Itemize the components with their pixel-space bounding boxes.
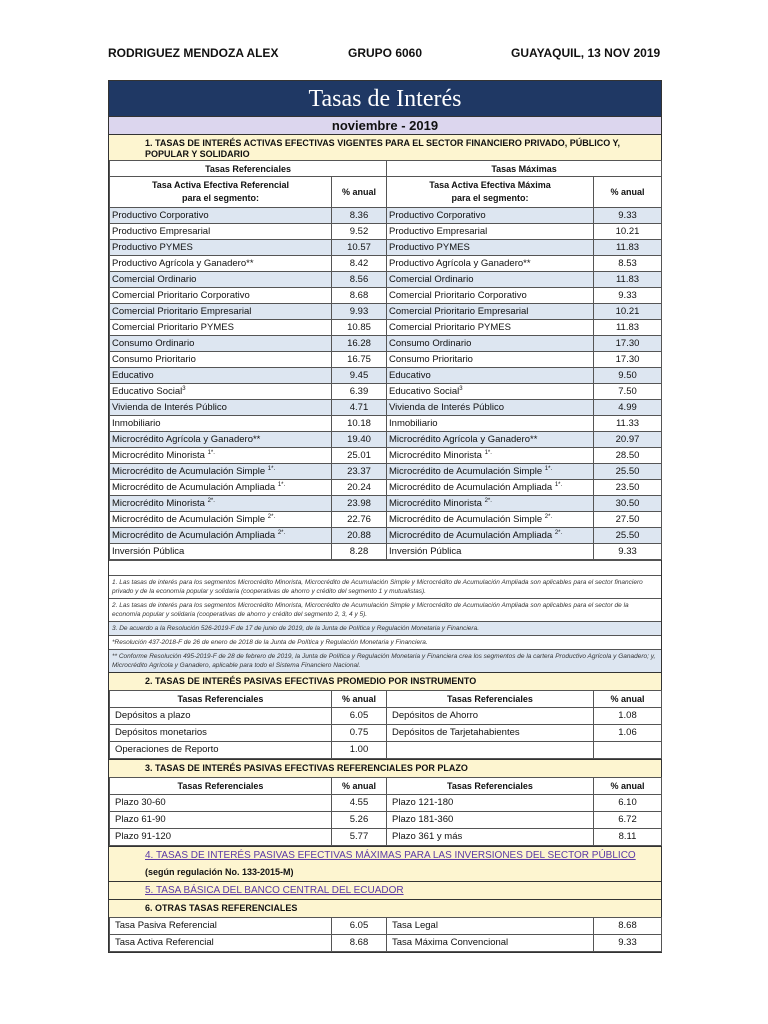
segment-label: Vivienda de Interés Público bbox=[389, 401, 504, 413]
spacer bbox=[109, 560, 661, 575]
passive-instrument-table bbox=[109, 690, 662, 759]
rate-left-value: 6.05 bbox=[332, 918, 387, 935]
max-rate-value: 10.21 bbox=[594, 224, 662, 240]
max-segment-name bbox=[387, 464, 594, 480]
max-rate-value: 11.83 bbox=[594, 272, 662, 288]
active-rate-row bbox=[110, 528, 662, 544]
max-segment-name bbox=[387, 288, 594, 304]
ref-segment-name bbox=[110, 512, 332, 528]
rate-right-name: Plazo 121-180 bbox=[387, 795, 594, 812]
segment-label: Productivo PYMES bbox=[112, 241, 193, 253]
segment-label: Productivo Empresarial bbox=[389, 225, 488, 237]
segment-note-marker: 1*. bbox=[277, 481, 286, 488]
ref-segment-name bbox=[110, 256, 332, 272]
max-segment-name bbox=[387, 336, 594, 352]
segment-label: Educativo Social bbox=[389, 385, 460, 397]
ref-rate-value: 23.37 bbox=[332, 464, 387, 480]
max-segment-name bbox=[387, 384, 594, 400]
max-rate-value: 25.50 bbox=[594, 528, 662, 544]
ref-segment-name bbox=[110, 416, 332, 432]
active-rates-table bbox=[109, 160, 662, 560]
author-name: RODRIGUEZ MENDOZA ALEX bbox=[108, 46, 279, 60]
max-rate-value: 17.30 bbox=[594, 352, 662, 368]
rate-right-value: 1.08 bbox=[594, 708, 662, 725]
segment-label: Microcrédito de Acumulación Ampliada bbox=[389, 529, 555, 541]
place-date: GUAYAQUIL, 13 NOV 2019 bbox=[511, 46, 661, 60]
segment-note-marker: 1*. bbox=[207, 449, 215, 456]
other-rates-body bbox=[110, 918, 662, 952]
active-rate-row bbox=[110, 512, 662, 528]
active-rate-row bbox=[110, 224, 662, 240]
section-4-title[interactable] bbox=[109, 846, 661, 864]
ref-segment-name bbox=[110, 224, 332, 240]
active-rate-row bbox=[110, 496, 662, 512]
active-rate-row bbox=[110, 416, 662, 432]
segment-note-marker: 1*. bbox=[267, 465, 276, 472]
segment-note-marker: 3 bbox=[182, 385, 186, 392]
active-rate-row bbox=[110, 432, 662, 448]
ref-rate-value: 8.68 bbox=[332, 288, 387, 304]
max-segment-name bbox=[387, 208, 594, 224]
ref-rate-value: 8.36 bbox=[332, 208, 387, 224]
left-segment-header bbox=[110, 177, 332, 208]
footnote-2: 2. Las tasas de interés para los segmentos Microcrédito Minorista, Microcrédito de Acumulación Simple y Microcrédito de Acumulación Ampliada son aplicables para el sector de la economía popular y solidaria (cooperativas de ahorro y crédito del segmento 2, 3, 4 y 5). bbox=[109, 598, 661, 621]
max-rate-value: 10.21 bbox=[594, 304, 662, 320]
rate-right-value: 8.11 bbox=[594, 829, 662, 846]
section-5-link[interactable]: 5. TASA BÁSICA DEL BANCO CENTRAL DEL ECUADOR bbox=[145, 885, 404, 896]
segment-label: Inversión Pública bbox=[389, 545, 462, 557]
max-segment-name bbox=[387, 544, 594, 560]
segment-label: Microcrédito de Acumulación Ampliada bbox=[112, 481, 278, 493]
max-rate-value: 8.53 bbox=[594, 256, 662, 272]
segment-label: Consumo Ordinario bbox=[389, 337, 472, 349]
ref-rate-value: 19.40 bbox=[332, 432, 387, 448]
rate-left-name: Plazo 30-60 bbox=[110, 795, 332, 812]
max-rate-value: 27.50 bbox=[594, 512, 662, 528]
active-rate-row bbox=[110, 384, 662, 400]
segment-label: Educativo bbox=[112, 369, 154, 381]
ref-rate-value: 23.98 bbox=[332, 496, 387, 512]
right-segment-header-line1: Tasa Activa Efectiva Máxima bbox=[429, 180, 551, 190]
s3-right-header: Tasas Referenciales bbox=[387, 778, 594, 795]
rate-row bbox=[110, 812, 662, 829]
segment-label: Comercial Prioritario PYMES bbox=[389, 321, 511, 333]
rate-row bbox=[110, 725, 662, 742]
ref-segment-name bbox=[110, 320, 332, 336]
segment-label: Consumo Prioritario bbox=[112, 353, 196, 365]
passive-instrument-body bbox=[110, 708, 662, 759]
max-segment-name bbox=[387, 224, 594, 240]
segment-note-marker: 1*. bbox=[484, 449, 492, 456]
active-rates-body bbox=[110, 208, 662, 560]
max-rate-value: 28.50 bbox=[594, 448, 662, 464]
max-segment-name bbox=[387, 400, 594, 416]
max-rate-value: 4.99 bbox=[594, 400, 662, 416]
rate-row bbox=[110, 829, 662, 846]
ref-rate-value: 6.39 bbox=[332, 384, 387, 400]
rate-left-value: 5.77 bbox=[332, 829, 387, 846]
rate-right-value: 6.10 bbox=[594, 795, 662, 812]
s3-left-pct: % anual bbox=[332, 778, 387, 795]
rate-right-value: 1.06 bbox=[594, 725, 662, 742]
section-4-link[interactable]: 4. TASAS DE INTERÉS PASIVAS EFECTIVAS MÁXIMAS PARA LAS INVERSIONES DEL SECTOR PÚBLICO bbox=[145, 850, 636, 861]
passive-term-body bbox=[110, 795, 662, 846]
rate-row bbox=[110, 742, 662, 759]
segment-label: Inmobiliario bbox=[112, 417, 161, 429]
rate-left-name: Plazo 61-90 bbox=[110, 812, 332, 829]
ref-rate-value: 9.93 bbox=[332, 304, 387, 320]
segment-label: Microcrédito de Acumulación Simple bbox=[389, 513, 545, 525]
rate-row bbox=[110, 918, 662, 935]
passive-term-table bbox=[109, 777, 662, 846]
ref-rate-value: 25.01 bbox=[332, 448, 387, 464]
footnote-4: *Resolución 437-2018-F de 26 de enero de 2018 de la Junta de Política y Regulación Monetaria y Financiera. bbox=[109, 635, 661, 649]
segment-label: Inversión Pública bbox=[112, 545, 185, 557]
segment-label: Productivo Agrícola y Ganadero** bbox=[112, 257, 254, 269]
rate-right-name: Plazo 181-360 bbox=[387, 812, 594, 829]
max-segment-name bbox=[387, 240, 594, 256]
segment-note-marker: 2*. bbox=[277, 529, 286, 536]
active-rate-row bbox=[110, 288, 662, 304]
footnote-1: 1. Las tasas de interés para los segmentos Microcrédito Minorista, Microcrédito de Acumulación Simple y Microcrédito de Acumulación Ampliada son aplicables para el sector financiero privado y de la economía popular y solidaria (cooperativas de ahorro y crédito del segmento 1 y mutualistas). bbox=[109, 575, 661, 598]
rate-left-value: 5.26 bbox=[332, 812, 387, 829]
section-4-subtitle: (según regulación No. 133-2015-M) bbox=[109, 864, 661, 881]
max-rate-value: 11.83 bbox=[594, 320, 662, 336]
active-rate-row bbox=[110, 480, 662, 496]
max-segment-name bbox=[387, 368, 594, 384]
active-rate-row bbox=[110, 320, 662, 336]
active-rate-row bbox=[110, 352, 662, 368]
max-segment-name bbox=[387, 528, 594, 544]
ref-segment-name bbox=[110, 240, 332, 256]
rate-right-name bbox=[387, 742, 594, 759]
active-rate-row bbox=[110, 400, 662, 416]
segment-label: Comercial Prioritario Empresarial bbox=[112, 305, 252, 317]
right-segment-header bbox=[387, 177, 594, 208]
ref-segment-name bbox=[110, 304, 332, 320]
ref-rate-value: 9.45 bbox=[332, 368, 387, 384]
max-segment-name bbox=[387, 272, 594, 288]
segment-note-marker: 3 bbox=[459, 385, 463, 392]
segment-label: Consumo Ordinario bbox=[112, 337, 195, 349]
footnotes bbox=[109, 575, 661, 672]
active-rate-row bbox=[110, 208, 662, 224]
rate-left-name: Tasa Pasiva Referencial bbox=[110, 918, 332, 935]
segment-label: Microcrédito de Acumulación Simple bbox=[389, 465, 545, 477]
max-rate-value: 9.33 bbox=[594, 544, 662, 560]
segment-label: Vivienda de Interés Público bbox=[112, 401, 227, 413]
rate-left-value: 4.55 bbox=[332, 795, 387, 812]
group-label: GRUPO 6060 bbox=[348, 46, 423, 60]
ref-segment-name bbox=[110, 384, 332, 400]
ref-rate-value: 9.52 bbox=[332, 224, 387, 240]
max-segment-name bbox=[387, 416, 594, 432]
rate-right-value: 9.33 bbox=[594, 935, 662, 952]
segment-label: Microcrédito Minorista bbox=[112, 449, 208, 461]
max-segment-name bbox=[387, 320, 594, 336]
segment-note-marker: 2*. bbox=[544, 513, 553, 520]
ref-rate-value: 20.88 bbox=[332, 528, 387, 544]
left-group-header: Tasas Referenciales bbox=[110, 161, 387, 177]
s2-right-header: Tasas Referenciales bbox=[387, 691, 594, 708]
rate-left-name: Depósitos a plazo bbox=[110, 708, 332, 725]
segment-label: Microcrédito de Acumulación Simple bbox=[112, 465, 268, 477]
s2-right-pct: % anual bbox=[594, 691, 662, 708]
rate-row bbox=[110, 795, 662, 812]
segment-label: Microcrédito Minorista bbox=[389, 497, 485, 509]
max-rate-value: 25.50 bbox=[594, 464, 662, 480]
ref-segment-name bbox=[110, 464, 332, 480]
rate-left-value: 1.00 bbox=[332, 742, 387, 759]
section-2-title: 2. TASAS DE INTERÉS PASIVAS EFECTIVAS PROMEDIO POR INSTRUMENTO bbox=[109, 672, 661, 690]
interest-rates-sheet bbox=[108, 80, 662, 953]
ref-segment-name bbox=[110, 288, 332, 304]
left-segment-header-line2: para el segmento: bbox=[181, 193, 260, 203]
segment-label: Productivo PYMES bbox=[389, 241, 470, 253]
segment-label: Microcrédito Minorista bbox=[112, 497, 208, 509]
rate-right-value: 6.72 bbox=[594, 812, 662, 829]
ref-segment-name bbox=[110, 544, 332, 560]
left-pct-header: % anual bbox=[332, 177, 387, 208]
segment-label: Comercial Prioritario Corporativo bbox=[389, 289, 527, 301]
rate-row bbox=[110, 935, 662, 952]
segment-label: Educativo bbox=[389, 369, 431, 381]
sheet-month: noviembre - 2019 bbox=[109, 116, 661, 134]
segment-label: Inmobiliario bbox=[389, 417, 438, 429]
sheet-title: Tasas de Interés bbox=[109, 81, 661, 116]
ref-segment-name bbox=[110, 496, 332, 512]
ref-rate-value: 10.57 bbox=[332, 240, 387, 256]
active-rate-row bbox=[110, 336, 662, 352]
rate-left-value: 0.75 bbox=[332, 725, 387, 742]
ref-rate-value: 16.28 bbox=[332, 336, 387, 352]
segment-label: Comercial Prioritario Corporativo bbox=[112, 289, 250, 301]
max-rate-value: 23.50 bbox=[594, 480, 662, 496]
max-rate-value: 11.83 bbox=[594, 240, 662, 256]
max-rate-value: 9.33 bbox=[594, 288, 662, 304]
max-rate-value: 7.50 bbox=[594, 384, 662, 400]
segment-label: Microcrédito Minorista bbox=[389, 449, 485, 461]
segment-label: Productivo Empresarial bbox=[112, 225, 211, 237]
segment-label: Comercial Prioritario PYMES bbox=[112, 321, 234, 333]
max-rate-value: 9.50 bbox=[594, 368, 662, 384]
ref-segment-name bbox=[110, 400, 332, 416]
ref-rate-value: 10.18 bbox=[332, 416, 387, 432]
rate-left-name: Depósitos monetarios bbox=[110, 725, 332, 742]
s3-right-pct: % anual bbox=[594, 778, 662, 795]
ref-segment-name bbox=[110, 448, 332, 464]
segment-label: Productivo Agrícola y Ganadero** bbox=[389, 257, 531, 269]
footnote-3: 3. De acuerdo a la Resolución 526-2019-F de 17 de junio de 2019, de la Junta de Política y Regulación Monetaria y Financiera. bbox=[109, 621, 661, 635]
other-rates-table bbox=[109, 917, 662, 952]
max-rate-value: 11.33 bbox=[594, 416, 662, 432]
rate-right-name: Depósitos de Tarjetahabientes bbox=[387, 725, 594, 742]
segment-label: Productivo Corporativo bbox=[389, 209, 486, 221]
active-rate-row bbox=[110, 368, 662, 384]
segment-label: Microcrédito de Acumulación Ampliada bbox=[389, 481, 555, 493]
right-group-header: Tasas Máximas bbox=[387, 161, 662, 177]
ref-segment-name bbox=[110, 272, 332, 288]
s3-left-header: Tasas Referenciales bbox=[110, 778, 332, 795]
max-segment-name bbox=[387, 448, 594, 464]
footnote-5: ** Conforme Resolución 495-2019-F de 28 de febrero de 2019, la Junta de Política y Regulación Monetaria y Financiera crea los segmentos de la cartera Productivo Agrícola y Ganadero; y, Microcrédito Agrícola y Ganadero, aplicable para todo el Sistema Financiero Nacional. bbox=[109, 649, 661, 672]
segment-label: Microcrédito de Acumulación Simple bbox=[112, 513, 268, 525]
ref-rate-value: 4.71 bbox=[332, 400, 387, 416]
segment-label: Productivo Corporativo bbox=[112, 209, 209, 221]
segment-note-marker: 2*. bbox=[484, 497, 492, 504]
ref-rate-value: 16.75 bbox=[332, 352, 387, 368]
section-5-title[interactable] bbox=[109, 881, 661, 899]
active-rate-row bbox=[110, 544, 662, 560]
rate-right-name: Tasa Legal bbox=[387, 918, 594, 935]
ref-rate-value: 22.76 bbox=[332, 512, 387, 528]
right-segment-header-line2: para el segmento: bbox=[451, 193, 529, 203]
rate-left-value: 6.05 bbox=[332, 708, 387, 725]
segment-note-marker: 2*. bbox=[554, 529, 563, 536]
section-3-title: 3. TASAS DE INTERÉS PASIVAS EFECTIVAS REFERENCIALES POR PLAZO bbox=[109, 759, 661, 777]
segment-label: Microcrédito Agrícola y Ganadero** bbox=[112, 433, 261, 445]
section-6-title: 6. OTRAS TASAS REFERENCIALES bbox=[109, 899, 661, 917]
rate-left-value: 8.68 bbox=[332, 935, 387, 952]
rate-right-value bbox=[594, 742, 662, 759]
segment-label: Microcrédito de Acumulación Ampliada bbox=[112, 529, 278, 541]
section-1-title: 1. TASAS DE INTERÉS ACTIVAS EFECTIVAS VIGENTES PARA EL SECTOR FINANCIERO PRIVADO, PÚBLICO Y, POPULAR Y SOLIDARIO bbox=[109, 134, 661, 160]
rate-right-name: Tasa Máxima Convencional bbox=[387, 935, 594, 952]
ref-segment-name bbox=[110, 208, 332, 224]
ref-segment-name bbox=[110, 352, 332, 368]
max-rate-value: 17.30 bbox=[594, 336, 662, 352]
max-rate-value: 9.33 bbox=[594, 208, 662, 224]
segment-label: Educativo Social bbox=[112, 385, 183, 397]
rate-right-value: 8.68 bbox=[594, 918, 662, 935]
segment-label: Comercial Ordinario bbox=[389, 273, 474, 285]
active-rate-row bbox=[110, 240, 662, 256]
max-rate-value: 30.50 bbox=[594, 496, 662, 512]
max-segment-name bbox=[387, 432, 594, 448]
max-segment-name bbox=[387, 352, 594, 368]
rate-right-name: Depósitos de Ahorro bbox=[387, 708, 594, 725]
s2-left-pct: % anual bbox=[332, 691, 387, 708]
ref-segment-name bbox=[110, 528, 332, 544]
rate-left-name: Tasa Activa Referencial bbox=[110, 935, 332, 952]
rate-row bbox=[110, 708, 662, 725]
active-rate-row bbox=[110, 272, 662, 288]
max-segment-name bbox=[387, 512, 594, 528]
ref-segment-name bbox=[110, 432, 332, 448]
max-segment-name bbox=[387, 256, 594, 272]
max-segment-name bbox=[387, 304, 594, 320]
segment-label: Comercial Ordinario bbox=[112, 273, 197, 285]
segment-note-marker: 1*. bbox=[544, 465, 553, 472]
active-rate-row bbox=[110, 464, 662, 480]
s2-left-header: Tasas Referenciales bbox=[110, 691, 332, 708]
ref-segment-name bbox=[110, 336, 332, 352]
segment-note-marker: 1*. bbox=[554, 481, 563, 488]
segment-label: Microcrédito Agrícola y Ganadero** bbox=[389, 433, 538, 445]
ref-rate-value: 8.42 bbox=[332, 256, 387, 272]
left-segment-header-line1: Tasa Activa Efectiva Referencial bbox=[151, 180, 290, 190]
ref-segment-name bbox=[110, 368, 332, 384]
rate-left-name: Operaciones de Reporto bbox=[110, 742, 332, 759]
ref-rate-value: 8.56 bbox=[332, 272, 387, 288]
max-segment-name bbox=[387, 480, 594, 496]
ref-rate-value: 8.28 bbox=[332, 544, 387, 560]
rate-left-name: Plazo 91-120 bbox=[110, 829, 332, 846]
ref-rate-value: 10.85 bbox=[332, 320, 387, 336]
active-rate-row bbox=[110, 448, 662, 464]
segment-note-marker: 2*. bbox=[267, 513, 276, 520]
segment-label: Consumo Prioritario bbox=[389, 353, 473, 365]
active-rate-row bbox=[110, 256, 662, 272]
segment-note-marker: 2*. bbox=[207, 497, 215, 504]
ref-rate-value: 20.24 bbox=[332, 480, 387, 496]
segment-label: Comercial Prioritario Empresarial bbox=[389, 305, 529, 317]
right-pct-header: % anual bbox=[594, 177, 662, 208]
rate-right-name: Plazo 361 y más bbox=[387, 829, 594, 846]
active-rate-row bbox=[110, 304, 662, 320]
max-rate-value: 20.97 bbox=[594, 432, 662, 448]
max-segment-name bbox=[387, 496, 594, 512]
ref-segment-name bbox=[110, 480, 332, 496]
